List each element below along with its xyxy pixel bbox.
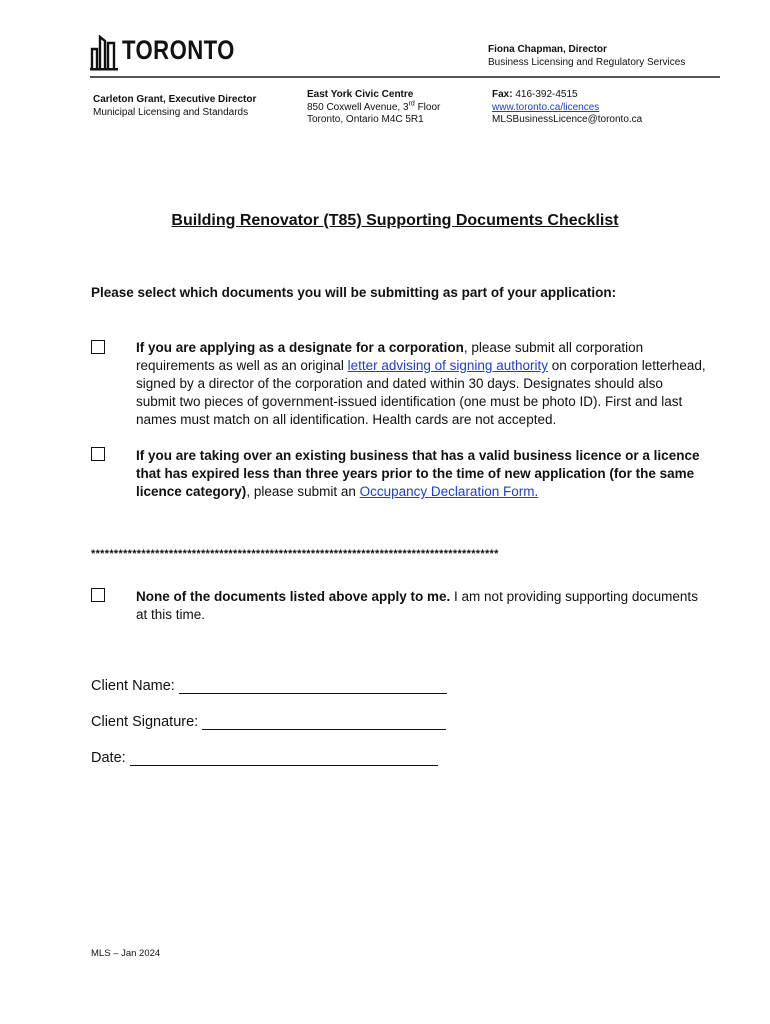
fax-value: 416-392-4515 — [512, 89, 578, 100]
office-name: East York Civic Centre — [307, 89, 414, 100]
date-label: Date: — [91, 750, 126, 766]
client-signature-label: Client Signature: — [91, 714, 199, 730]
office-address-line-2: Toronto, Ontario M4C 5R1 — [307, 114, 424, 125]
client-name-input-line[interactable] — [179, 677, 447, 694]
item-none-apply: None of the documents listed above apply to me. I am not providing supporting documents at this time. — [136, 589, 698, 622]
instruction-text: Please select which documents you will be submitting as part of your application: — [91, 285, 617, 300]
document-title: Building Renovator (T85) Supporting Documents Checklist — [171, 212, 619, 229]
toronto-logo — [90, 33, 235, 71]
client-name-field — [91, 677, 447, 694]
occupancy-declaration-link[interactable]: Occupancy Declaration Form. — [359, 484, 539, 499]
fax-label: Fax: — [492, 89, 513, 100]
contact-block — [492, 89, 642, 127]
office-address-block — [307, 89, 440, 127]
item-corporation-designate: If you are applying as a designate for a corporation, please submit all corporation requirements as well as an original letter advising of signing authority on corporation letterhead, signed by a director of the corporation and dated within 30 days. Designates should also submit two pieces of government-issued identification (one must be photo ID). First and last names must match on all identification. Health cards are not accepted. — [136, 340, 706, 427]
director-name: Fiona Chapman, Director — [488, 44, 607, 55]
executive-division: Municipal Licensing and Standards — [93, 106, 249, 118]
footer-version: MLS – Jan 2024 — [91, 948, 161, 959]
executive-block — [93, 94, 256, 119]
email-address: MLSBusinessLicence@toronto.ca — [492, 114, 643, 125]
client-signature-field — [91, 713, 446, 730]
executive-name: Carleton Grant, Executive Director — [93, 94, 257, 105]
separator-stars: ***************************************************************************************** — [91, 548, 499, 560]
header-divider — [90, 76, 720, 78]
office-address-line-1: 850 Coxwell Avenue, 3rd Floor — [307, 100, 441, 113]
website-link[interactable]: www.toronto.ca/licences — [492, 101, 600, 113]
checkbox-none-apply[interactable] — [91, 588, 105, 602]
city-skyline-icon — [90, 33, 120, 71]
date-input-line[interactable] — [130, 749, 438, 766]
signing-authority-link[interactable]: letter advising of signing authority — [347, 358, 548, 373]
date-field — [91, 749, 438, 766]
fax-line — [492, 89, 642, 102]
logo-wordmark: TORONTO — [122, 35, 235, 65]
checkbox-corporation-designate[interactable] — [91, 340, 105, 354]
client-name-label: Client Name: — [91, 678, 175, 694]
item-existing-business: If you are taking over an existing business that has a valid business licence or a licence that has expired less than three years prior to the time of new application (for the same licence category), please submit an Occupancy Declaration Form. — [136, 448, 700, 499]
client-signature-input-line[interactable] — [202, 713, 446, 730]
checkbox-existing-business[interactable] — [91, 447, 105, 461]
director-division: Business Licensing and Regulatory Services — [488, 56, 686, 68]
header-director — [488, 44, 685, 69]
